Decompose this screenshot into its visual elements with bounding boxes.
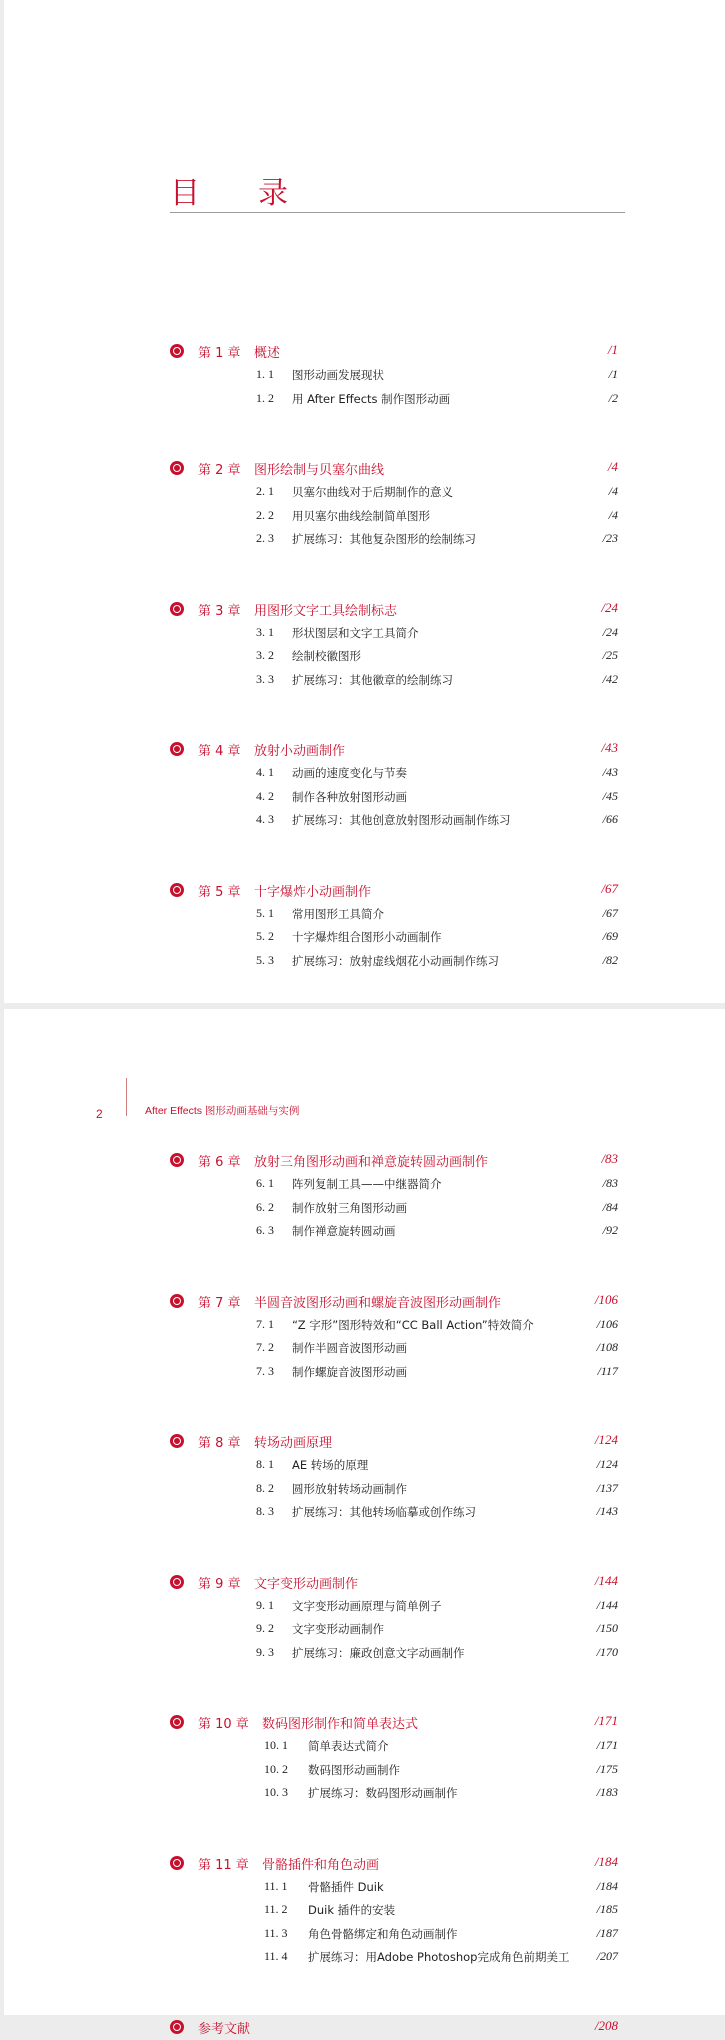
section-entry[interactable] [170,388,618,412]
chapter-page: /67 [601,880,618,896]
section-entry[interactable] [170,1501,618,1525]
section-title: “Z 字形”图形特效和“CC Ball Action”特效简介 [292,1317,534,1332]
section-title: AE 转场的原理 [292,1458,369,1472]
section-page: /124 [596,1457,618,1471]
section-entry[interactable] [170,364,618,388]
section-number: 2. 3 [256,531,274,545]
spacer [170,411,618,457]
section-entry[interactable] [170,1946,618,1970]
section-number: 10. 1 [264,1738,288,1752]
section-entry[interactable] [170,1782,618,1806]
chapter-entry[interactable] [170,340,618,364]
section-entry[interactable] [170,1361,618,1385]
chapter-bullet-icon [170,461,184,475]
chapter-entry[interactable] [170,879,618,903]
section-page: /144 [596,1597,618,1612]
chapter-bullet-icon [170,1856,184,1870]
section-entry[interactable] [170,505,618,529]
section-title: 用 After Effects 制作图形动画 [292,391,451,406]
section-number: 3. 3 [256,671,274,686]
chapter-bullet-icon [170,1153,184,1167]
header-divider [126,1078,127,1116]
section-number: 6. 3 [256,1223,274,1237]
section-page: /170 [596,1644,618,1659]
section-entry[interactable] [170,1735,618,1759]
references-entry[interactable] [170,2016,618,2040]
section-entry[interactable] [170,1173,618,1197]
section-number: 1. 2 [256,390,274,405]
section-title: 制作放射三角图形动画 [292,1200,407,1215]
section-page: /184 [596,1878,618,1893]
section-entry[interactable] [170,481,618,505]
section-title: 制作半圆音波图形动画 [292,1341,407,1355]
spacer [170,1244,618,1290]
section-page: /108 [596,1340,618,1354]
chapter-page: /144 [594,1572,618,1588]
chapter-page: /171 [594,1713,618,1728]
section-number: 7. 2 [256,1340,274,1354]
chapter-title: 图形绘制与贝塞尔曲线 [254,463,385,478]
chapter-page: /4 [607,459,618,474]
section-title: 用贝塞尔曲线绘制简单图形 [292,508,430,523]
chapter-title: 半圆音波图形动画和螺旋音波图形动画制作 [254,1295,502,1311]
section-entry[interactable] [170,786,618,810]
toc-title: 目 录 [170,176,302,211]
chapter-bullet-icon [170,344,184,358]
section-number: 7. 1 [256,1316,274,1331]
section-title: 文字变形动画制作 [292,1622,384,1636]
chapter-page: /43 [601,740,618,755]
section-title: 角色骨骼绑定和角色动画制作 [308,1926,458,1941]
section-number: 9. 1 [256,1597,274,1612]
title-underline [170,212,625,213]
section-title: 阵列复制工具——中继器简介 [292,1177,442,1191]
section-number: 4. 3 [256,812,274,826]
chapter-number: 第 1 章 [198,346,241,361]
chapter-entry[interactable] [170,1711,618,1735]
section-title: 常用图形工具简介 [292,906,384,921]
chapter-page: /1 [607,342,618,357]
spacer [170,1525,618,1571]
section-title: 扩展练习：放射虚线烟花小动画制作练习 [292,953,499,968]
section-title: 贝塞尔曲线对于后期制作的意义 [292,485,453,499]
spacer [170,1384,618,1430]
section-page: /2 [608,390,618,405]
section-number: 2. 2 [256,507,274,522]
toc-list-page-1 [170,340,618,973]
chapter-title: 文字变形动画制作 [254,1576,359,1592]
spacer [170,833,618,879]
bullet-ring-icon [173,2023,181,2031]
bullet-ring-icon [173,1578,181,1586]
section-number: 3. 1 [256,624,274,639]
section-number: 11. 2 [264,1902,288,1916]
section-page: /69 [602,929,618,943]
spacer [170,692,618,738]
section-title: 制作螺旋音波图形动画 [292,1364,407,1379]
section-entry[interactable] [170,903,618,927]
chapter-title: 转场动画原理 [254,1436,333,1451]
section-number: 8. 2 [256,1480,274,1495]
section-title: 扩展练习：用Adobe Photoshop完成角色前期美工 [308,1950,570,1964]
bullet-ring-icon [173,347,181,355]
section-page: /1 [608,367,618,381]
chapter-bullet-icon [170,1715,184,1729]
section-title: 扩展练习：数码图形动画制作 [308,1786,458,1800]
chapter-bullet-icon [170,883,184,897]
chapter-bullet-icon [170,1294,184,1308]
section-number: 1. 1 [256,367,274,381]
chapter-page: /184 [594,1853,618,1869]
chapter-number: 第 4 章 [198,744,241,759]
section-title: 文字变形动画原理与简单例子 [292,1598,442,1613]
section-entry[interactable] [170,950,618,974]
section-page: /67 [602,905,618,920]
chapter-entry[interactable] [170,1149,618,1173]
chapter-entry[interactable] [170,457,618,481]
section-page: /183 [596,1785,618,1799]
section-number: 8. 3 [256,1504,274,1518]
chapter-title: 数码图形制作和简单表达式 [262,1717,419,1732]
section-entry[interactable] [170,1197,618,1221]
section-title: 制作禅意旋转圆动画 [292,1224,396,1238]
references-title: 参考文献 [198,2021,251,2037]
section-number: 11. 1 [264,1878,288,1893]
section-number: 6. 1 [256,1176,274,1190]
section-entry[interactable] [170,1899,618,1923]
section-entry[interactable] [170,1314,618,1338]
chapter-number: 第 7 章 [198,1295,241,1311]
section-page: /25 [602,648,618,662]
section-page: /82 [602,952,618,967]
section-entry[interactable] [170,645,618,669]
section-entry[interactable] [170,528,618,552]
chapter-bullet-icon [170,742,184,756]
bullet-ring-icon [173,605,181,613]
section-page: /92 [602,1223,618,1237]
section-number: 4. 1 [256,765,274,779]
spacer [170,552,618,598]
section-number: 11. 3 [264,1925,288,1940]
toc-list-page-2 [170,1149,618,2040]
bullet-ring-icon [173,464,181,472]
section-title: 扩展练习：其他复杂图形的绘制练习 [292,532,476,546]
section-number: 4. 2 [256,788,274,803]
section-title: 制作各种放射图形动画 [292,789,407,804]
section-number: 10. 2 [264,1761,288,1776]
section-number: 7. 3 [256,1363,274,1378]
section-entry[interactable] [170,1876,618,1900]
chapter-page: /124 [594,1432,618,1447]
chapter-entry[interactable] [170,1430,618,1454]
section-page: /23 [602,531,618,545]
section-entry[interactable] [170,762,618,786]
section-entry[interactable] [170,926,618,950]
chapter-number: 第 5 章 [198,884,241,900]
section-number: 9. 2 [256,1621,274,1635]
section-page: /42 [602,671,618,686]
chapter-number: 第 10 章 [198,1717,249,1732]
section-entry[interactable] [170,1454,618,1478]
section-title: 扩展练习：廉政创意文字动画制作 [292,1645,465,1660]
section-title: Duik 插件的安装 [308,1903,396,1917]
chapter-page: /83 [601,1151,618,1166]
chapter-entry[interactable] [170,1852,618,1876]
chapter-title: 十字爆炸小动画制作 [254,884,372,900]
chapter-entry[interactable] [170,1571,618,1595]
section-page: /150 [596,1621,618,1635]
section-number: 6. 2 [256,1199,274,1214]
chapter-title: 用图形文字工具绘制标志 [254,603,398,619]
section-page: /83 [602,1176,618,1190]
section-title: 骨骼插件 Duik [308,1879,384,1894]
chapter-number: 第 9 章 [198,1576,241,1592]
section-number: 5. 3 [256,952,274,967]
section-entry[interactable] [170,1478,618,1502]
section-entry[interactable] [170,809,618,833]
section-title: 圆形放射转场动画制作 [292,1481,407,1496]
section-title: 十字爆炸组合图形小动画制作 [292,930,442,944]
section-number: 11. 4 [264,1949,288,1963]
section-page: /207 [596,1949,618,1963]
section-page: /187 [596,1925,618,1940]
chapter-bullet-icon [170,1575,184,1589]
bullet-ring-icon [173,1437,181,1445]
spacer [170,1806,618,1852]
section-entry[interactable] [170,1595,618,1619]
chapter-number: 第 2 章 [198,463,241,478]
section-page: /143 [596,1504,618,1518]
page-number: 2 [96,1107,103,1121]
section-page: /171 [596,1738,618,1752]
section-entry[interactable] [170,1220,618,1244]
section-page: /175 [596,1761,618,1776]
section-entry[interactable] [170,622,618,646]
section-title: 图形动画发展现状 [292,368,384,382]
section-page: /106 [596,1316,618,1331]
section-number: 5. 2 [256,929,274,943]
chapter-entry[interactable] [170,738,618,762]
section-entry[interactable] [170,1759,618,1783]
section-number: 9. 3 [256,1644,274,1659]
section-page: /24 [602,624,618,639]
section-page: /117 [597,1363,618,1378]
chapter-bullet-icon [170,2020,184,2034]
section-page: /84 [602,1199,618,1214]
section-entry[interactable] [170,1337,618,1361]
chapter-number: 第 8 章 [198,1436,241,1451]
section-number: 2. 1 [256,484,274,498]
section-number: 5. 1 [256,905,274,920]
section-page: /43 [602,765,618,779]
chapter-number: 第 3 章 [198,603,241,619]
running-head: After Effects 图形动画基础与实例 [145,1105,300,1117]
bullet-ring-icon [173,1297,181,1305]
section-number: 8. 1 [256,1457,274,1471]
section-title: 扩展练习：其他徽章的绘制练习 [292,672,453,687]
chapter-page: /106 [594,1291,618,1307]
chapter-entry[interactable] [170,1290,618,1314]
bullet-ring-icon [173,1859,181,1867]
chapter-title: 放射三角图形动画和禅意旋转圆动画制作 [254,1155,489,1170]
section-number: 10. 3 [264,1785,288,1799]
chapter-bullet-icon [170,602,184,616]
section-page: /137 [596,1480,618,1495]
chapter-page: /208 [594,2017,618,2033]
section-page: /4 [608,507,618,522]
section-title: 绘制校徽图形 [292,649,361,663]
chapter-number: 第 6 章 [198,1155,241,1170]
spacer [170,1970,618,2016]
bullet-ring-icon [173,745,181,753]
chapter-number: 第 11 章 [198,1857,249,1873]
chapter-entry[interactable] [170,598,618,622]
chapter-title: 放射小动画制作 [254,744,346,759]
section-title: 简单表达式简介 [308,1739,389,1753]
section-page: /66 [602,812,618,826]
section-title: 扩展练习：其他创意放射图形动画制作练习 [292,813,511,827]
section-title: 数码图形动画制作 [308,1762,400,1777]
bullet-ring-icon [173,1156,181,1164]
section-page: /4 [608,484,618,498]
section-title: 形状图层和文字工具简介 [292,625,419,640]
section-title: 动画的速度变化与节奏 [292,766,407,780]
section-title: 扩展练习：其他转场临摹或创作练习 [292,1505,476,1519]
section-page: /185 [596,1902,618,1916]
bullet-ring-icon [173,1718,181,1726]
spacer [170,1665,618,1711]
section-page: /45 [602,788,618,803]
section-entry[interactable] [170,1618,618,1642]
section-entry[interactable] [170,1923,618,1947]
bullet-ring-icon [173,886,181,894]
section-entry[interactable] [170,1642,618,1666]
chapter-title: 骨骼插件和角色动画 [262,1857,380,1873]
chapter-title: 概述 [254,346,281,361]
section-number: 3. 2 [256,648,274,662]
chapter-page: /24 [601,599,618,615]
section-entry[interactable] [170,669,618,693]
chapter-bullet-icon [170,1434,184,1448]
